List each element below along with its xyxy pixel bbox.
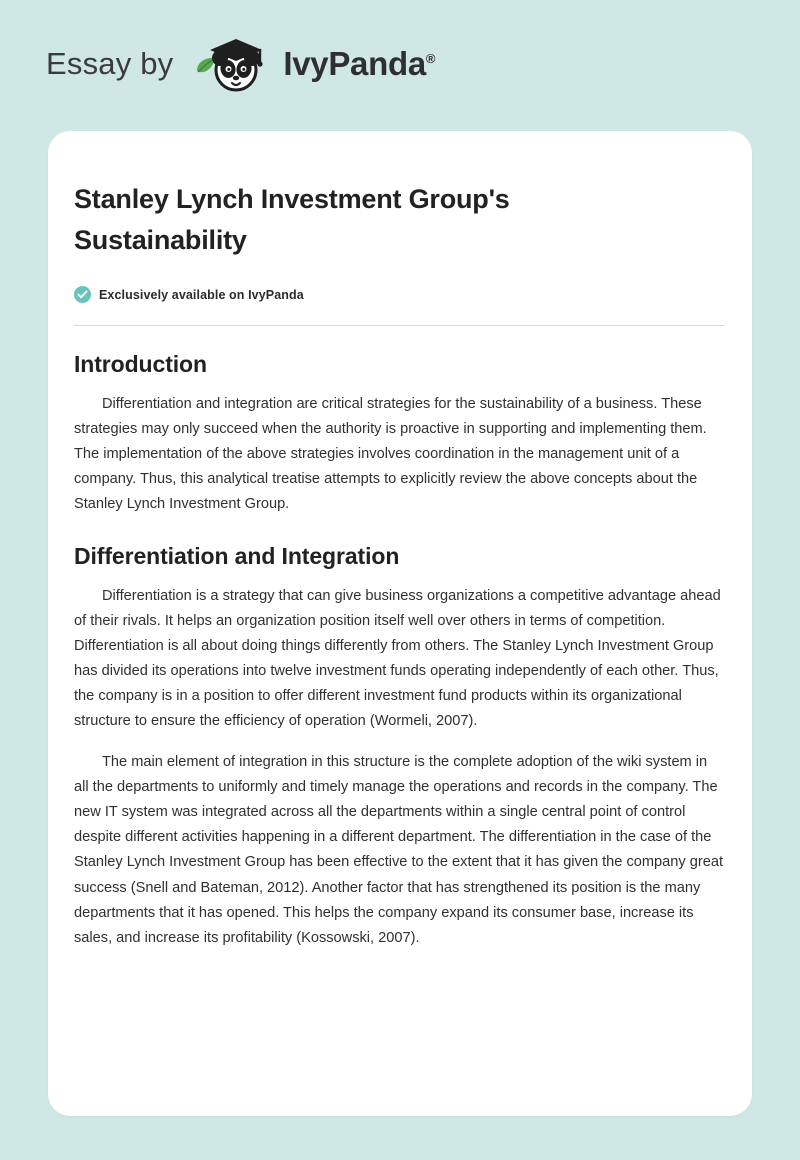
paragraph: The main element of integration in this structure is the complete adoption of the wiki system in all the departments to uniformly and timely manage the operations and records in the company. The new IT system was integrated across all the departments within a single central point of control despite different activities happening in a different department. The differentiation in the case of the Stanley Lynch Investment Group has been effective to the extent that it has given the company great success (Snell and Bateman, 2012). Another factor that has strengthened its position is the many departments that it has opened. This helps the company expand its consumer base, increase its sales, and increase its profitability (Kossowski, 2007). bbox=[74, 754, 724, 946]
paragraph: Differentiation and integration are critical strategies for the sustainability of a business. These strategies may only succeed when the authority is proactive in supporting and implementing them. The implementation of the above strategies involves coordination in the management unit of a company. Thus, this analytical treatise attempts to explicitly review the above concepts about the Stanley Lynch Investment Group. bbox=[74, 396, 707, 513]
title-divider bbox=[74, 325, 724, 326]
exclusive-badge-label: Exclusively available on IvyPanda bbox=[99, 287, 304, 302]
brand-header bbox=[0, 0, 800, 92]
document-content bbox=[74, 179, 724, 951]
essay-by-label: Essay by bbox=[46, 46, 174, 81]
registered-mark: ® bbox=[425, 51, 436, 66]
paragraph: Differentiation is a strategy that can give business organizations a competitive advantage ahead of their rivals. It helps an organization position itself well over others in terms of competition. Differentiation is all about doing things differently from others. The Stanley Lynch Investment Group has divided its operations into twelve investment funds operating independently of each other. Thus, the company is in a position to offer different investment fund products within its organizational structure to ensure the efficiency of operation (Wormeli, 2007). bbox=[74, 587, 721, 729]
brand-name-text: IvyPanda bbox=[283, 45, 426, 82]
check-circle-icon bbox=[74, 286, 91, 303]
page-title: Stanley Lynch Investment Group's Sustainability bbox=[74, 184, 510, 256]
panda-graduate-logo-icon bbox=[189, 31, 281, 97]
section-heading-differentiation-and-integration: Differentiation and Integration bbox=[74, 542, 400, 569]
exclusive-badge bbox=[74, 286, 724, 303]
section-heading-introduction: Introduction bbox=[74, 351, 207, 378]
ivypanda-logo[interactable] bbox=[189, 31, 435, 97]
brand-name-label bbox=[283, 45, 435, 83]
document-sheet bbox=[48, 131, 752, 1116]
